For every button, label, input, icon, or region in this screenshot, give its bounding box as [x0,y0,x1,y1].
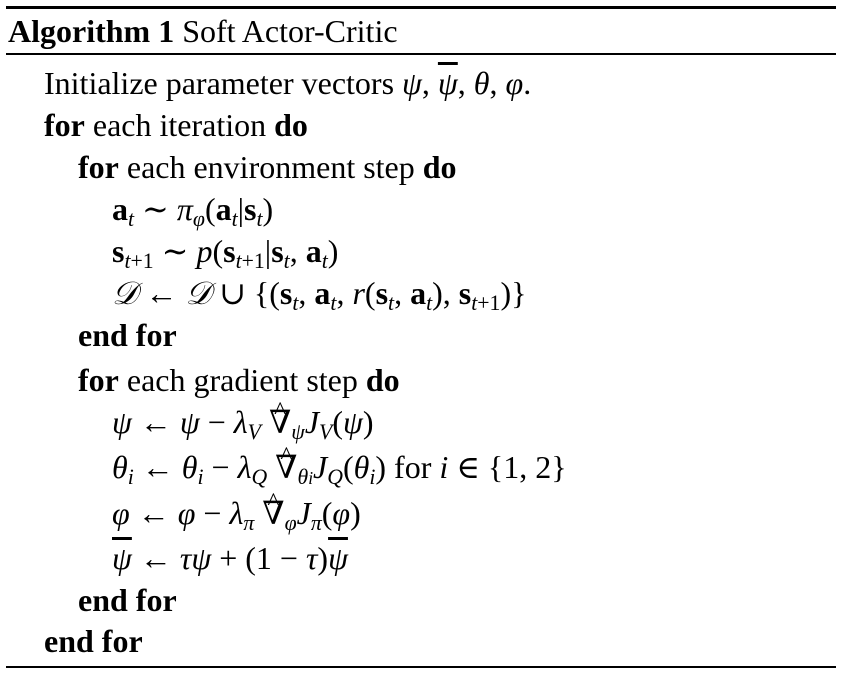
for-keyword: for [44,107,85,143]
do-keyword: do [422,149,457,185]
line-replay-buffer: 𝒟 ← 𝒟 ∪ {($s_t$, $a_t$, $r(s_t$, $a_t$), $s_{t+1}$)} [112,275,527,316]
bottom-rule [6,666,836,668]
line-state-transition: $s_{t+1}$ ∼ $p(s_{t+1}|s_t$, $a_t$) [112,233,339,274]
algorithm-title: Soft Actor-Critic [182,13,398,49]
line-action-sample: $a_t$ ∼ $\pi_\varphi(a_t|s_t)$ [112,191,274,232]
end-for-keyword: end for [44,623,143,659]
caption-rule [6,53,836,55]
line-for-gradient-step [78,360,400,400]
each-env-step-text: each environment step [118,149,423,185]
line-for-env-step [78,147,457,187]
line-psi-update: ψ ← $\psi - \lambda_V$ ^ $\nabla_\psi J_V(\psi)$ [112,402,374,442]
init-text: Initialize parameter vectors [44,65,403,101]
index-set: {1, 2} [487,449,567,485]
line-end-env-for [78,315,177,355]
line-target-update: $\overline{\psi}$ ← $\tau\psi + (1 - \tau)\overline{\psi}$ [112,540,348,576]
algorithm-caption [8,11,398,51]
each-iteration-text: each iteration [84,107,275,143]
top-rule [6,6,836,9]
line-end-iteration-for [44,621,143,661]
line-theta-update: $\theta_i$ ← $\theta_i - \lambda_Q$ ^ $\nabla_{\theta i}J_Q(\theta_i)$ for i ∈ {1, 2} [112,447,567,487]
for-keyword: for [78,362,119,398]
algorithm-label: Algorithm 1 [8,13,175,49]
end-for-keyword: end for [78,317,177,353]
for-keyword: for [78,149,119,185]
line-for-iteration [44,105,308,145]
for-text: for [386,449,440,485]
line-init: Initialize parameter vectors ψ, $\overline{\psi}$, θ, φ. [44,65,532,101]
line-phi-update: φ ← $\varphi - \lambda_\pi$ ^ $\nabla_\varphi J_\pi(\varphi)$ [112,493,361,533]
each-grad-step-text: each gradient step [118,362,366,398]
end-for-keyword: end for [78,582,177,618]
line-end-gradient-for [78,580,177,620]
do-keyword: do [365,362,400,398]
do-keyword: do [274,107,308,143]
